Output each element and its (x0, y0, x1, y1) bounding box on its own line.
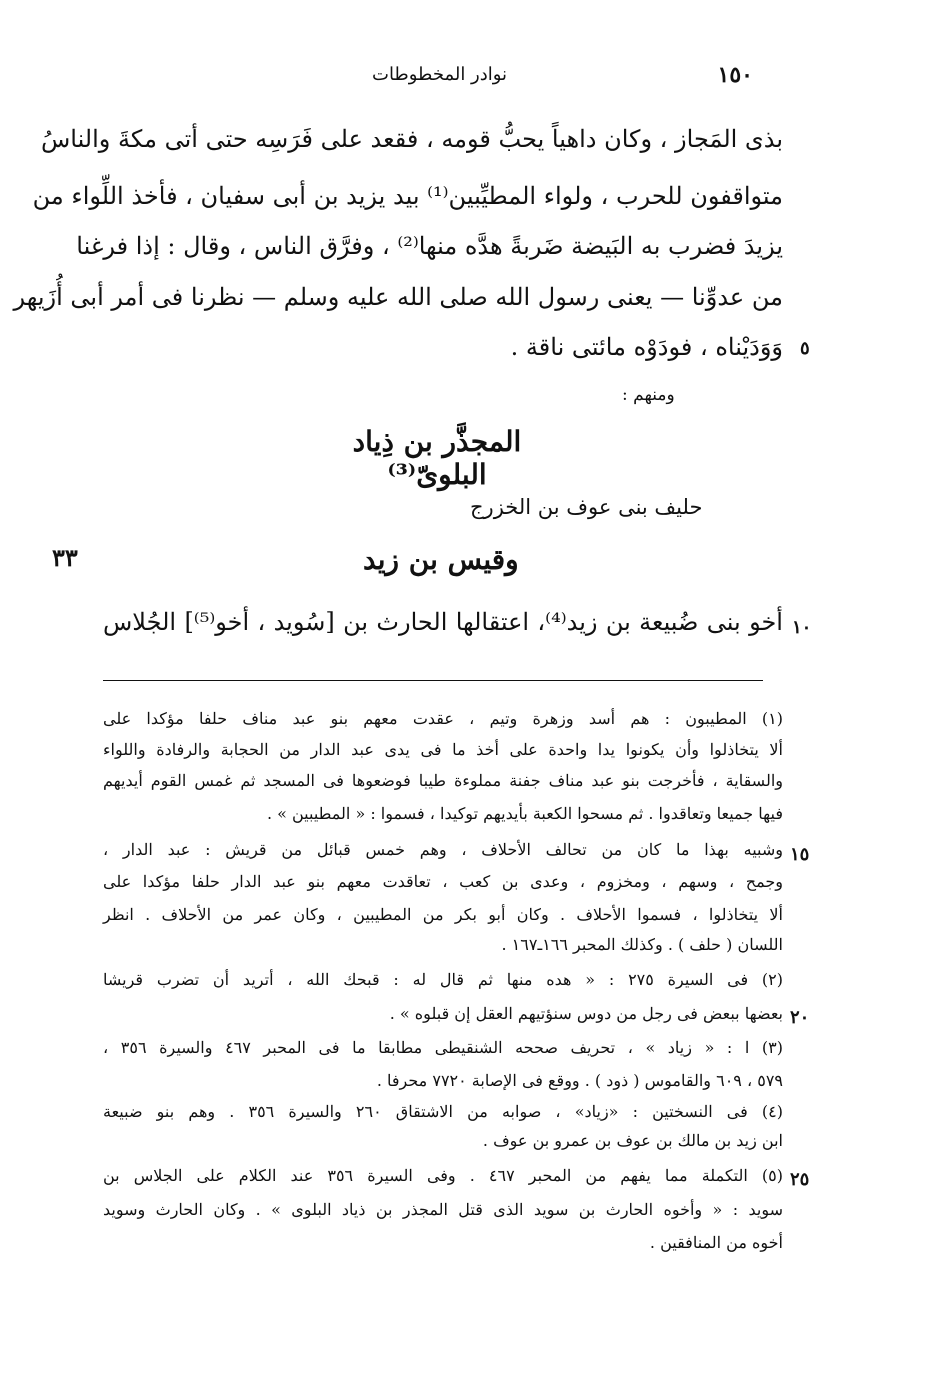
section-subheading: حليف بنى عوف بن الخزرج (470, 495, 703, 519)
main-text-line-1: بذى المَجاز ، وكان داهياً يحبُّ قومه ، فقعد على فَرَسِه حتى أتى مكةَ والناسُ (40, 125, 783, 153)
main-text-line-2: متواقفون للحرب ، ولواء المطيِّبين⁽¹⁾ بيد يزيد بن أبى سفيان ، فأخذ اللِّواء من (32, 182, 783, 210)
footnote-line: (١) المطيبون : هم أسد وزهرة وتيم ، عقدت معهم بنو عبد مناف حلفا مؤكدا على (103, 709, 783, 728)
footnote-separator (103, 680, 763, 681)
footnote-line: بعضها ببعض فى رجل من دوس سنؤتيهم العقل إن قبلوه » . (389, 1004, 783, 1023)
footnote-line: (٤) فى النسختين : «زياد» ، صوابه من الاشتقاق ٢٦٠ والسيرة ٣٥٦ . وهم بنو ضبيعة (103, 1102, 784, 1121)
line-number-15: ١٥ (790, 844, 810, 865)
footnote-line: ابن زيد بن مالك بن عوف بن عمرو بن عوف . (482, 1131, 783, 1150)
main-text-line-4: من عدوِّنا — يعنى رسول الله صلى الله عليه وسلم — نظرنا فى أمر أبى أُزَيهر (13, 283, 783, 311)
footnote-line: (٣) ا : « زياد » ، تحريف صححه الشنقيطى مطابقا ما فى المحبر ٤٦٧ والسيرة ٣٥٦ ، (103, 1038, 784, 1057)
footnote-line: ألا يتخاذلوا ، فسموا الأحلاف . وكان أبو بكر من المطيبين ، وكان عمر من الأحلاف . انظر (103, 905, 783, 924)
footnote-line: سويد : « وأخوه الحارث بن سويد الذى قتل المجذر بن ذياد البلوى » . وكان الحارث وسويد (103, 1200, 783, 1219)
footnote-line: ألا يتخاذلوا وأن يكونوا يدا واحدة على أخذ ما فى يدى عبد الدار من الحجابة والرفادة واللواء (103, 740, 783, 759)
footnote-line: وشبيه بهذا ما كان من تحالف الأحلاف ، وهم خمس قبائل من قريش : عبد الدار ، (103, 840, 783, 859)
main-text-line-5: وَوَدَيْناه ، فودَوْه مائتى ناقة . (510, 333, 783, 361)
section-heading: المجذَّر بن ذِياد البلوىّ⁽³⁾ (352, 425, 522, 491)
section-heading-2: وقيس بن زيد (363, 543, 519, 576)
margin-number: ٣٣ (52, 543, 78, 572)
footnote-line: (٢) فى السيرة ٢٧٥ : « هده منها ثم قال له : قبحك الله ، أتريد أن تضرب قريشا (103, 970, 783, 989)
footnote-line: (٥) التكملة مما يفهم من المحبر ٤٦٧ . وفى السيرة ٣٥٦ عند الكلام على الجلاس بن (103, 1166, 783, 1185)
footnote-line: ٥٧٩ ، ٦٠٩ والقاموس ( ذود ) . ووقع فى الإصابة ٧٧٢٠ محرفا . (376, 1071, 783, 1090)
line-number-25: ٢٥ (790, 1169, 810, 1190)
line-number-5: ٥ (800, 338, 810, 359)
page-number: ١٥٠ (717, 62, 753, 88)
footnote-line: أخوه من المنافقين . (649, 1233, 783, 1252)
main-text-line-3: يزيدَ فضرب به البَيضة ضَربةً هدَّه منها⁽²⁾ ، وفرَّق الناس ، وقال : إذا فرغنا (76, 232, 783, 260)
line-number-10: ١٠ (792, 617, 812, 638)
footnote-line: اللسان ( حلف ) . وكذلك المحبر ١٦٦ـ١٦٧ . (501, 935, 783, 954)
footnote-line: فيها جميعا وتعاقدوا . ثم مسحوا الكعبة بأيديهم توكيدا ، فسموا : « المطيبين » . (266, 804, 783, 823)
line-number-20: ٢٠ (790, 1007, 810, 1028)
intro-text: ومنهم : (622, 385, 675, 405)
running-title: نوادر المخطوطات (372, 64, 508, 85)
main-text-line-10: أخو بنى ضُبيعة بن زيد⁽⁴⁾، اعتقالها الحارث بن [سُويد ، أخو⁽⁵⁾] الجُلاس (103, 608, 783, 636)
footnote-line: والسقاية ، فأخرجت بنو عبد مناف جفنة مملوءة طيبا فوضعوها فى المسجد ثم غمس القوم أيديهم (103, 771, 783, 790)
footnote-line: وجمح ، وسهم ، ومخزوم ، وعدى بن كعب ، تعاقدت معهم بنو عبد الدار حلفا مؤكدا على (103, 872, 783, 891)
